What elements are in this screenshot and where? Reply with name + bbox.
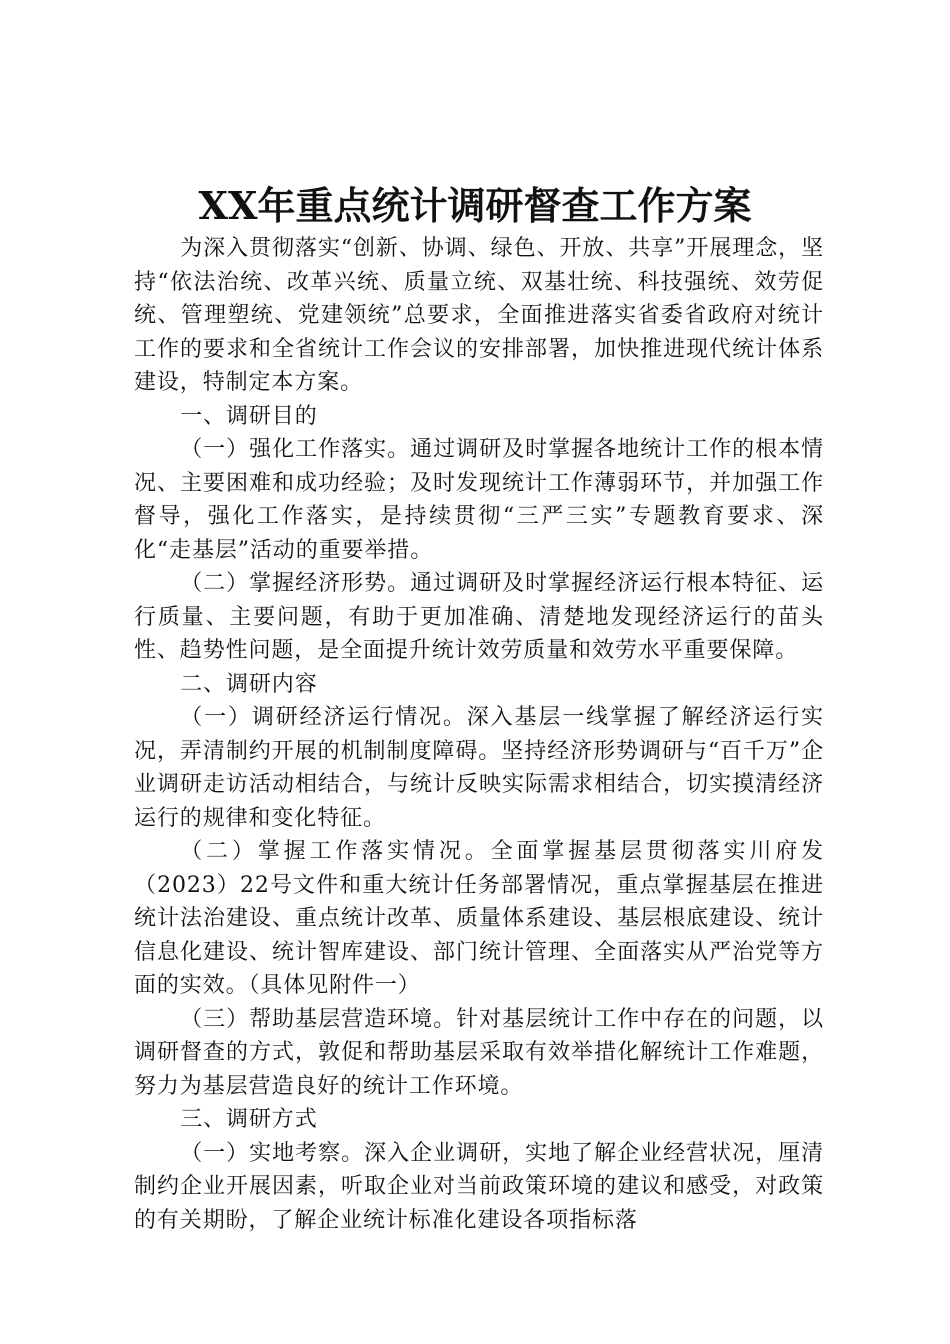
paragraph-purpose-2: （二）掌握经济形势。通过调研及时掌握经济运行根本特征、运行质量、主要问题，有助于更加准确、清楚地发现经济运行的苗头性、趋势性问题，是全面提升统计效劳质量和效劳水平重要保障。 xyxy=(134,571,824,663)
section-heading-method: 三、调研方式 xyxy=(180,1107,318,1132)
paragraph-purpose-1: （一）强化工作落实。通过调研及时掌握各地统计工作的根本情况、主要困难和成功经验；及时发现统计工作薄弱环节，并加强工作督导，强化工作落实，是持续贯彻“三严三实”专题教育要求、深化“走基层”活动的重要举措。 xyxy=(134,437,824,563)
paragraph-intro: 为深入贯彻落实“创新、协调、绿色、开放、共享”开展理念，坚持“依法治统、改革兴统、质量立统、双基壮统、科技强统、效劳促统、管理塑统、党建领统”总要求，全面推进落实省委省政府对统计工作的要求和全省统计工作会议的安排部署，加快推进现代统计体系建设，特制定本方案。 xyxy=(134,236,824,395)
paragraph-method-1: （一）实地考察。深入企业调研，实地了解企业经营状况，厘清制约企业开展因素，听取企业对当前政策环境的建议和感受，对政策的有关期盼，了解企业统计标准化建设各项指标落 xyxy=(134,1140,824,1233)
document-body xyxy=(134,232,824,1237)
paragraph-content-1: （一）调研经济运行情况。深入基层一线掌握了解经济运行实况，弄清制约开展的机制制度障碍。坚持经济形势调研与“百千万”企业调研走访活动相结合，与统计反映实际需求相结合，切实摸清经济运行的规律和变化特征。 xyxy=(134,705,824,831)
section-heading-content: 二、调研内容 xyxy=(180,671,318,697)
document-title: XX年重点统计调研督查工作方案 xyxy=(198,183,752,228)
section-heading-purpose: 一、调研目的 xyxy=(180,403,318,429)
paragraph-content-3: （三）帮助基层营造环境。针对基层统计工作中存在的问题，以调研督查的方式，敦促和帮助基层采取有效举措化解统计工作难题，努力为基层营造良好的统计工作环境。 xyxy=(134,1006,824,1099)
paragraph-content-2: （二）掌握工作落实情况。全面掌握基层贯彻落实川府发（2023）22号文件和重大统计任务部署情况，重点掌握基层在推进统计法治建设、重点统计改革、质量体系建设、基层根底建设、统计信息化建设、统计智库建设、部门统计管理、全面落实从严治党等方面的实效。（具体见附件一） xyxy=(134,839,824,998)
